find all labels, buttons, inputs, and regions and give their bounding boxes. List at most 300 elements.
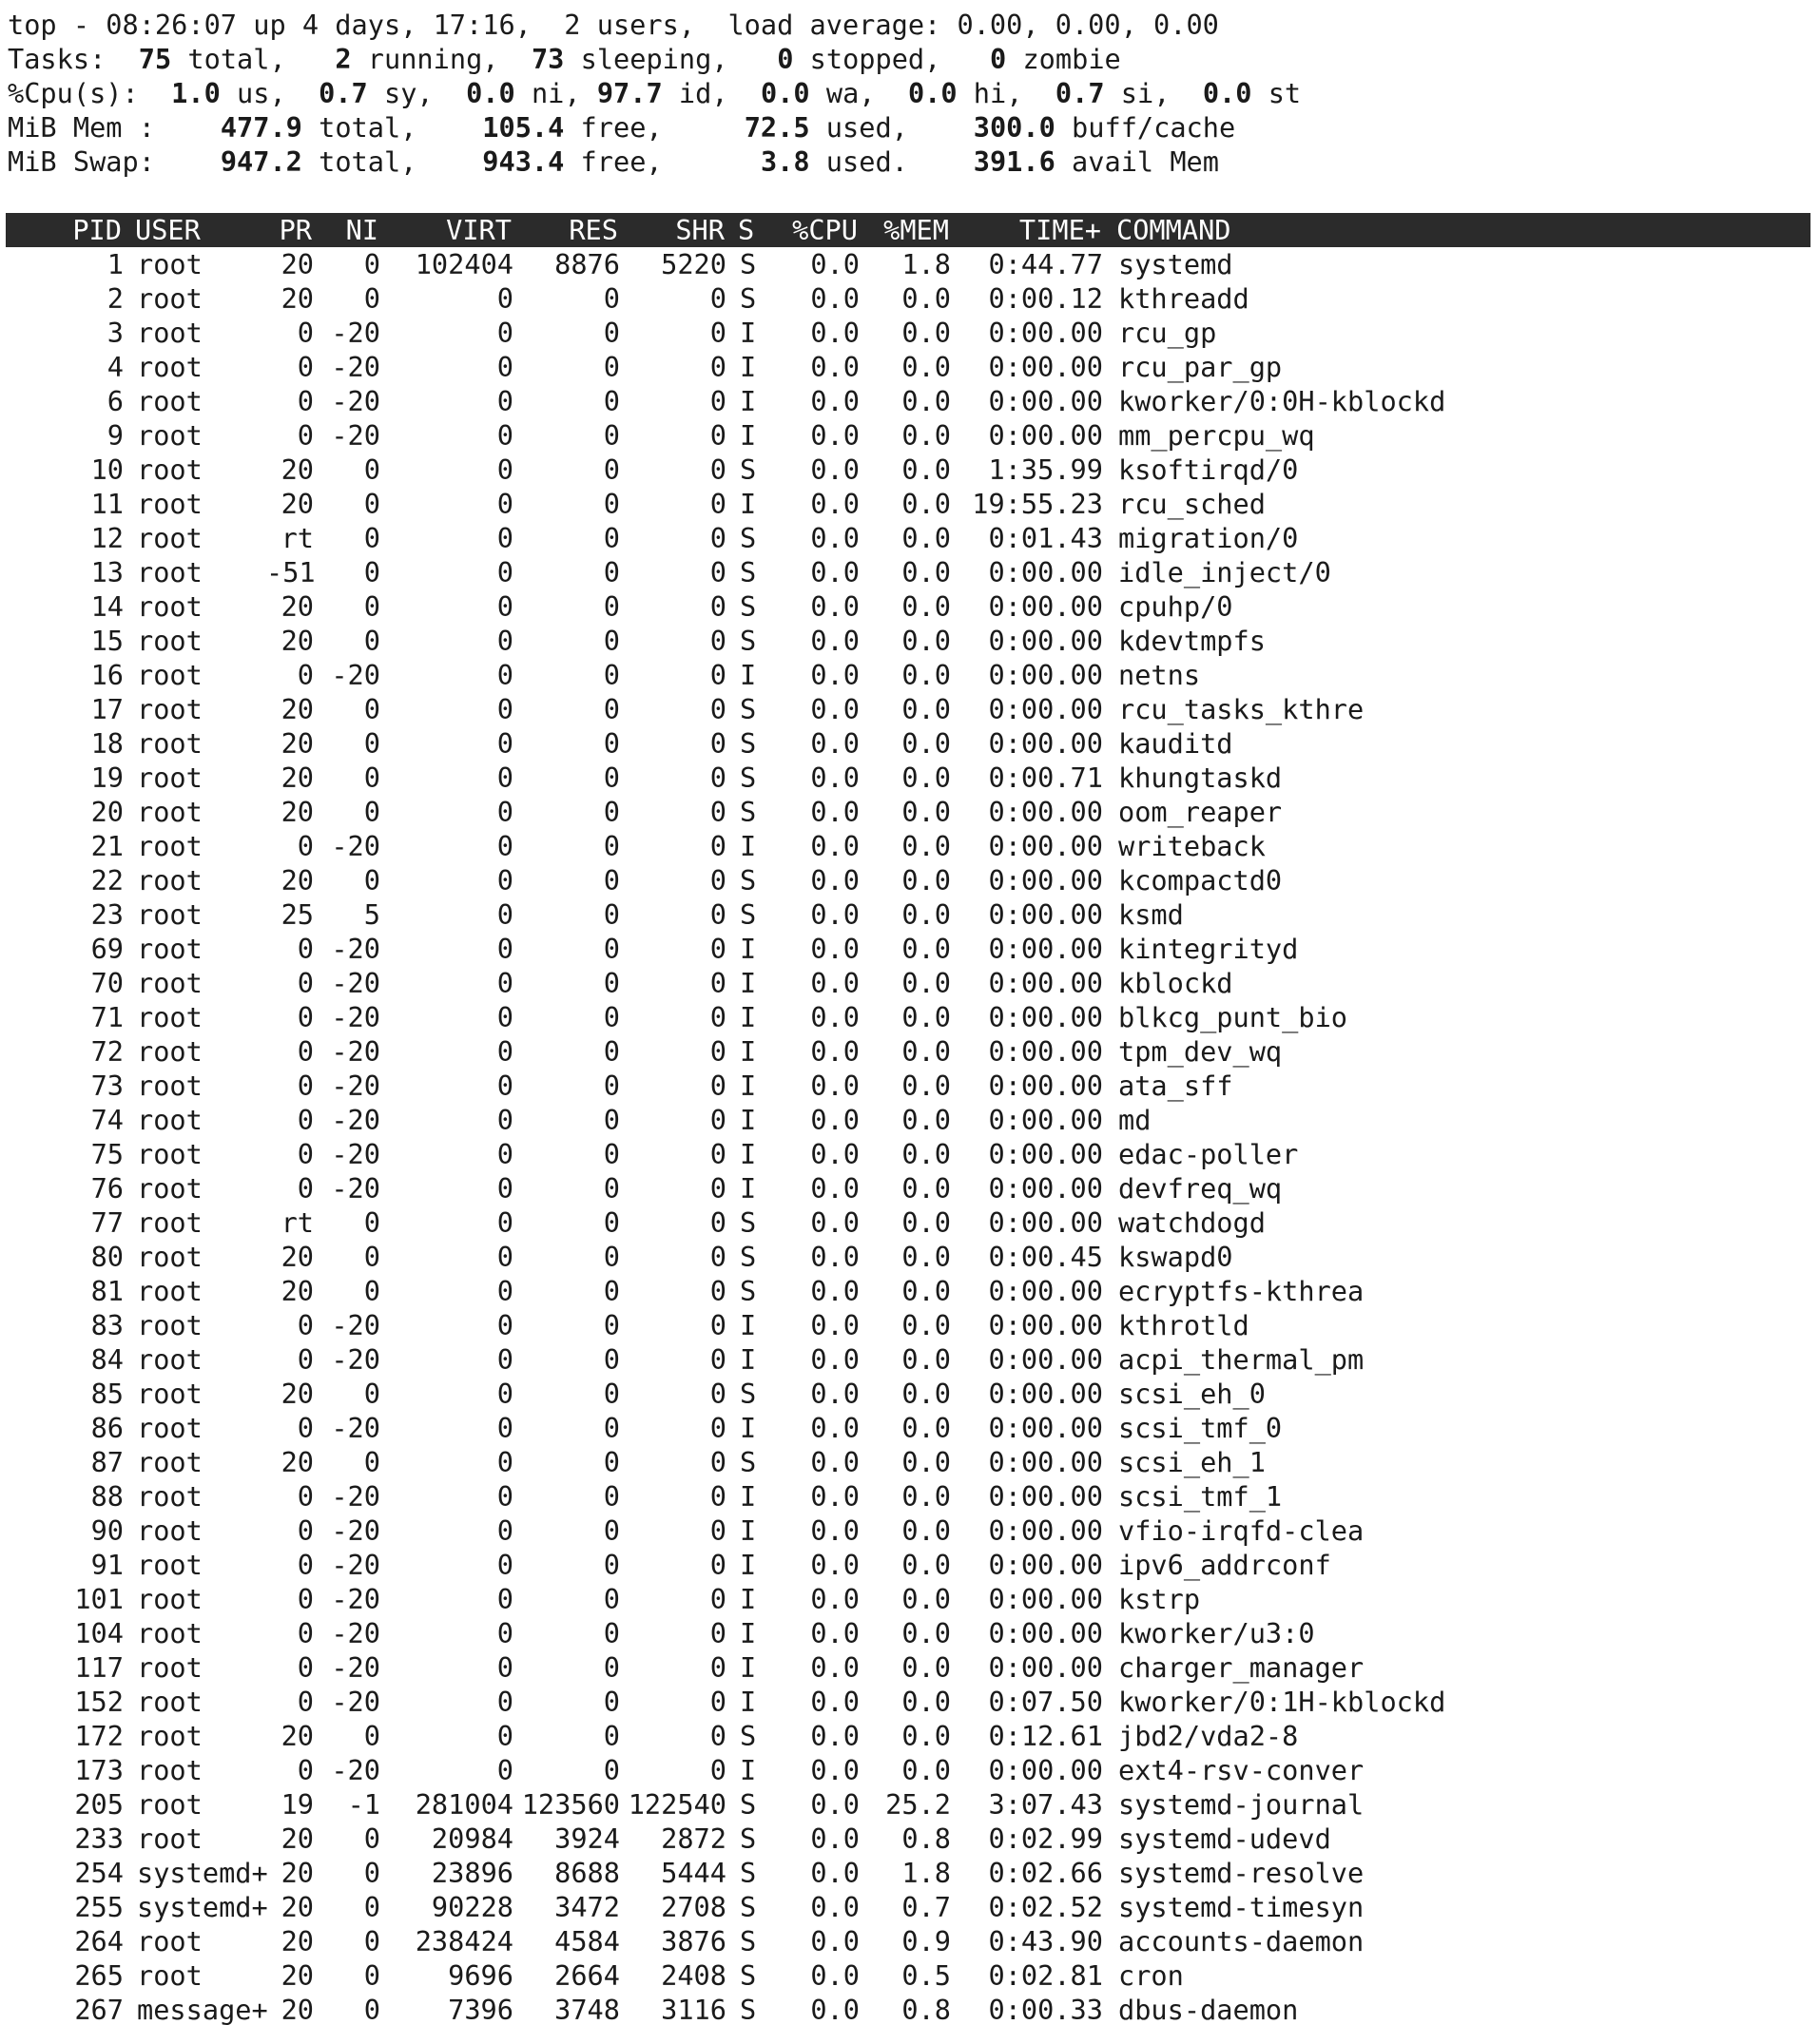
process-row[interactable] (8, 863, 1812, 897)
cell-mem: 0.8 (901, 1822, 951, 1855)
cell-res: 0 (603, 1754, 620, 1786)
process-row[interactable] (8, 1650, 1812, 1685)
process-row[interactable] (8, 1753, 1812, 1787)
cell-ni: -20 (331, 830, 380, 862)
cell-res: 3924 (554, 1822, 620, 1855)
process-row[interactable] (8, 1308, 1812, 1342)
process-row[interactable] (8, 1924, 1812, 1958)
tasks-total: 75 (138, 43, 172, 75)
cell-cpu: 0.0 (810, 1104, 860, 1136)
cell-ni: -1 (347, 1788, 380, 1821)
cell-user: root (137, 1206, 203, 1239)
cell-user: root (137, 625, 203, 657)
cell-user: root (137, 1172, 203, 1205)
process-row[interactable] (8, 1377, 1812, 1411)
cell-command: kworker/0:1H-kblockd (1118, 1686, 1446, 1718)
cell-ni: -20 (331, 1172, 380, 1205)
cell-shr: 0 (709, 1514, 726, 1547)
cell-res: 0 (603, 830, 620, 862)
cell-pr: 20 (281, 796, 314, 828)
cell-pr: 20 (281, 1994, 314, 2026)
cell-ni: 0 (363, 1275, 380, 1307)
cell-res: 0 (603, 453, 620, 486)
cell-command: oom_reaper (1118, 796, 1283, 828)
cell-pr: 20 (281, 282, 314, 315)
process-row[interactable] (8, 1616, 1812, 1650)
cell-pid: 12 (90, 522, 124, 554)
process-row[interactable] (8, 247, 1812, 281)
cell-command: edac-poller (1118, 1138, 1299, 1170)
cpu-label: %Cpu(s): (8, 77, 139, 109)
col-shr[interactable]: SHR (675, 214, 725, 246)
cell-command: systemd (1118, 248, 1233, 280)
cell-res: 0 (603, 1035, 620, 1068)
tasks-label: Tasks: (8, 43, 106, 75)
cell-virt: 0 (496, 1583, 513, 1615)
col-pid[interactable]: PID (72, 214, 122, 246)
cell-time: 19:55.23 (972, 488, 1103, 520)
cell-state: S (740, 1891, 757, 1923)
cell-shr: 2408 (661, 1959, 726, 1992)
cell-time: 0:44.77 (988, 248, 1103, 280)
cell-ni: 0 (363, 625, 380, 657)
process-row[interactable] (8, 1240, 1812, 1274)
cell-state: I (740, 1617, 757, 1649)
tasks-running: 2 (335, 43, 352, 75)
cell-ni: -20 (331, 1583, 380, 1615)
cell-cpu: 0.0 (810, 1309, 860, 1341)
cell-user: root (137, 830, 203, 862)
cell-time: 0:00.00 (988, 1480, 1103, 1513)
cell-state: S (740, 1378, 757, 1410)
process-row[interactable] (8, 1993, 1812, 2027)
cell-state: I (740, 1138, 757, 1170)
process-row[interactable] (8, 726, 1812, 761)
cell-virt: 0 (496, 1686, 513, 1718)
cell-shr: 0 (709, 1549, 726, 1581)
cell-user: root (137, 1651, 203, 1684)
cell-virt: 0 (496, 762, 513, 794)
cell-state: I (740, 1001, 757, 1033)
cell-pid: 11 (90, 488, 124, 520)
col-res[interactable]: RES (569, 214, 618, 246)
cell-res: 0 (603, 1070, 620, 1102)
cell-cpu: 0.0 (810, 1754, 860, 1786)
cell-shr: 5444 (661, 1857, 726, 1889)
process-row[interactable] (8, 1958, 1812, 1993)
cell-user: root (137, 385, 203, 417)
cell-time: 0:12.61 (988, 1720, 1103, 1752)
cell-user: root (137, 248, 203, 280)
cell-ni: 0 (363, 1241, 380, 1273)
col-virt[interactable]: VIRT (446, 214, 512, 246)
cell-ni: -20 (331, 1754, 380, 1786)
cell-res: 0 (603, 762, 620, 794)
cpu-us: 1.0 (171, 77, 221, 109)
cpu-hi: 0.0 (907, 77, 958, 109)
process-row[interactable] (8, 1582, 1812, 1616)
cell-user: root (137, 1241, 203, 1273)
cell-res: 0 (603, 1343, 620, 1376)
cell-shr: 0 (709, 1412, 726, 1444)
process-row[interactable] (8, 1822, 1812, 1856)
process-row[interactable] (8, 281, 1812, 316)
cell-ni: -20 (331, 351, 380, 383)
cell-ni: -20 (331, 1309, 380, 1341)
cell-shr: 2872 (661, 1822, 726, 1855)
cell-user: root (137, 317, 203, 349)
cell-user: root (137, 1309, 203, 1341)
cell-virt: 0 (496, 1206, 513, 1239)
cell-mem: 0.0 (901, 1104, 951, 1136)
cell-pid: 1 (106, 248, 124, 280)
cell-time: 0:00.00 (988, 1104, 1103, 1136)
cell-res: 0 (603, 659, 620, 691)
cell-virt: 0 (496, 830, 513, 862)
cell-virt: 23896 (431, 1857, 513, 1889)
cell-pid: 83 (90, 1309, 124, 1341)
cell-virt: 0 (496, 1651, 513, 1684)
process-row[interactable] (8, 1274, 1812, 1308)
cell-user: root (137, 659, 203, 691)
process-row[interactable] (8, 589, 1812, 624)
cell-command: watchdogd (1118, 1206, 1266, 1239)
process-row[interactable] (8, 1787, 1812, 1822)
cell-time: 0:00.00 (988, 419, 1103, 452)
cell-user: root (137, 1925, 203, 1957)
cell-pr: 0 (297, 1104, 314, 1136)
cell-user: systemd+ (137, 1891, 268, 1923)
process-row[interactable] (8, 1342, 1812, 1377)
cell-state: S (740, 1720, 757, 1752)
cell-user: root (137, 1070, 203, 1102)
cell-command: kworker/u3:0 (1118, 1617, 1315, 1649)
process-row[interactable] (8, 453, 1812, 487)
col-command[interactable]: COMMAND (1116, 214, 1231, 246)
process-row[interactable] (8, 1171, 1812, 1205)
cell-res: 0 (603, 1583, 620, 1615)
process-row[interactable] (8, 1890, 1812, 1924)
col-pr[interactable]: PR (279, 214, 312, 246)
col-mem[interactable]: %MEM (883, 214, 949, 246)
cell-virt: 0 (496, 1343, 513, 1376)
cell-res: 2664 (554, 1959, 620, 1992)
cell-state: S (740, 522, 757, 554)
cell-command: idle_inject/0 (1118, 556, 1331, 588)
cell-shr: 0 (709, 590, 726, 623)
cell-virt: 0 (496, 727, 513, 760)
cell-cpu: 0.0 (810, 317, 860, 349)
cell-state: I (740, 385, 757, 417)
tasks-total-label: total, (187, 43, 286, 75)
cell-res: 3472 (554, 1891, 620, 1923)
cell-shr: 0 (709, 693, 726, 725)
cell-time: 0:01.43 (988, 522, 1103, 554)
cell-res: 0 (603, 1720, 620, 1752)
process-row[interactable] (8, 692, 1812, 726)
cell-cpu: 0.0 (810, 1480, 860, 1513)
col-cpu[interactable]: %CPU (792, 214, 858, 246)
cell-pr: 0 (297, 659, 314, 691)
cell-pr: 0 (297, 1651, 314, 1684)
cell-state: S (740, 625, 757, 657)
cell-command: scsi_tmf_0 (1118, 1412, 1283, 1444)
cell-res: 0 (603, 1001, 620, 1033)
cell-cpu: 0.0 (810, 1001, 860, 1033)
cpu-id: 97.7 (596, 77, 663, 109)
process-row[interactable] (8, 658, 1812, 692)
cell-virt: 0 (496, 556, 513, 588)
cell-user: root (137, 967, 203, 999)
cell-pid: 267 (74, 1994, 124, 2026)
cell-mem: 0.0 (901, 1001, 951, 1033)
cell-pr: 0 (297, 317, 314, 349)
col-ni[interactable]: NI (345, 214, 378, 246)
process-row[interactable] (8, 932, 1812, 966)
cell-ni: -20 (331, 419, 380, 452)
cell-user: root (137, 1001, 203, 1033)
cell-cpu: 0.0 (810, 1378, 860, 1410)
cell-pr: 20 (281, 625, 314, 657)
cell-res: 0 (603, 1241, 620, 1273)
cell-cpu: 0.0 (810, 1857, 860, 1889)
process-row[interactable] (8, 1719, 1812, 1753)
cell-pr: 20 (281, 727, 314, 760)
cell-ni: 0 (363, 1822, 380, 1855)
cell-pid: 72 (90, 1035, 124, 1068)
cell-time: 0:43.90 (988, 1925, 1103, 1957)
cell-ni: -20 (331, 1617, 380, 1649)
cell-ni: -20 (331, 659, 380, 691)
process-row[interactable] (8, 1205, 1812, 1240)
cell-state: S (740, 1822, 757, 1855)
cell-mem: 0.0 (901, 1241, 951, 1273)
process-row[interactable] (8, 1000, 1812, 1034)
cell-command: systemd-journal (1118, 1788, 1365, 1821)
cell-time: 0:02.52 (988, 1891, 1103, 1923)
cell-state: S (740, 1241, 757, 1273)
process-row[interactable] (8, 1479, 1812, 1514)
cell-command: scsi_eh_0 (1118, 1378, 1266, 1410)
terminal-window[interactable] (8, 8, 1812, 2027)
cell-mem: 0.0 (901, 1412, 951, 1444)
cell-pr: 20 (281, 248, 314, 280)
cell-pid: 21 (90, 830, 124, 862)
tasks-stopped: 0 (777, 43, 794, 75)
cell-pr: 0 (297, 1549, 314, 1581)
cell-cpu: 0.0 (810, 1514, 860, 1547)
cell-pr: 0 (297, 1035, 314, 1068)
cell-user: root (137, 1617, 203, 1649)
cell-command: ata_sff (1118, 1070, 1233, 1102)
process-row[interactable] (8, 761, 1812, 795)
cell-time: 0:00.00 (988, 1583, 1103, 1615)
cell-virt: 0 (496, 1549, 513, 1581)
cell-pr: 0 (297, 933, 314, 965)
cell-cpu: 0.0 (810, 1343, 860, 1376)
cell-res: 0 (603, 1206, 620, 1239)
cell-ni: -20 (331, 1651, 380, 1684)
cell-command: md (1118, 1104, 1152, 1136)
col-s[interactable]: S (738, 214, 755, 246)
cell-res: 0 (603, 625, 620, 657)
cell-pid: 80 (90, 1241, 124, 1273)
cell-shr: 0 (709, 385, 726, 417)
tasks-zombie: 0 (990, 43, 1007, 75)
cell-shr: 0 (709, 1446, 726, 1478)
process-row[interactable] (8, 624, 1812, 658)
cell-state: S (740, 1959, 757, 1992)
cell-state: S (740, 1446, 757, 1478)
cell-state: I (740, 1549, 757, 1581)
process-row[interactable] (8, 316, 1812, 350)
cell-cpu: 0.0 (810, 1241, 860, 1273)
process-row[interactable] (8, 1856, 1812, 1890)
process-row[interactable] (8, 1445, 1812, 1479)
spacer (8, 179, 1812, 213)
process-row[interactable] (8, 1069, 1812, 1103)
process-row[interactable] (8, 829, 1812, 863)
cell-user: root (137, 1138, 203, 1170)
cell-cpu: 0.0 (810, 659, 860, 691)
cell-time: 0:00.00 (988, 1172, 1103, 1205)
cell-virt: 0 (496, 488, 513, 520)
cell-shr: 3116 (661, 1994, 726, 2026)
cell-pr: 20 (281, 488, 314, 520)
process-row[interactable] (8, 418, 1812, 453)
cell-virt: 9696 (448, 1959, 513, 1992)
cell-state: S (740, 1857, 757, 1889)
cell-ni: 0 (363, 488, 380, 520)
cell-time: 0:00.00 (988, 830, 1103, 862)
cell-state: S (740, 248, 757, 280)
cell-user: root (137, 1720, 203, 1752)
process-row[interactable] (8, 1137, 1812, 1171)
cell-command: ksoftirqd/0 (1118, 453, 1299, 486)
cell-ni: -20 (331, 1138, 380, 1170)
cell-shr: 0 (709, 1617, 726, 1649)
cell-state: S (740, 693, 757, 725)
cell-command: charger_manager (1118, 1651, 1365, 1684)
cell-virt: 0 (496, 317, 513, 349)
cell-mem: 0.0 (901, 796, 951, 828)
process-row[interactable] (8, 555, 1812, 589)
cell-pr: 0 (297, 1343, 314, 1376)
cell-res: 0 (603, 351, 620, 383)
cell-pr: 0 (297, 1412, 314, 1444)
cell-res: 0 (603, 488, 620, 520)
process-row[interactable] (8, 350, 1812, 384)
cell-ni: 0 (363, 1994, 380, 2026)
cell-shr: 0 (709, 659, 726, 691)
cell-state: S (740, 762, 757, 794)
cell-shr: 0 (709, 1309, 726, 1341)
cell-cpu: 0.0 (810, 967, 860, 999)
col-user[interactable]: USER (135, 214, 201, 246)
cell-state: I (740, 1070, 757, 1102)
process-row[interactable] (8, 487, 1812, 521)
cell-state: S (740, 590, 757, 623)
cell-command: rcu_sched (1118, 488, 1266, 520)
cell-mem: 0.0 (901, 1206, 951, 1239)
cell-command: systemd-timesyn (1118, 1891, 1365, 1923)
cell-state: S (740, 898, 757, 931)
cell-pid: 70 (90, 967, 124, 999)
cell-mem: 0.0 (901, 1549, 951, 1581)
cell-cpu: 0.0 (810, 248, 860, 280)
process-row[interactable] (8, 1514, 1812, 1548)
swap-used: 3.8 (760, 145, 810, 178)
process-row[interactable] (8, 1411, 1812, 1445)
cell-mem: 0.0 (901, 693, 951, 725)
cell-virt: 0 (496, 385, 513, 417)
cell-cpu: 0.0 (810, 1788, 860, 1821)
process-row[interactable] (8, 1548, 1812, 1582)
cell-command: kdevtmpfs (1118, 625, 1266, 657)
cell-mem: 0.0 (901, 727, 951, 760)
process-row[interactable] (8, 521, 1812, 555)
cell-pr: rt (281, 1206, 314, 1239)
process-row[interactable] (8, 1103, 1812, 1137)
process-row[interactable] (8, 384, 1812, 418)
cell-time: 0:00.00 (988, 351, 1103, 383)
cell-pr: 20 (281, 1241, 314, 1273)
cell-ni: 0 (363, 864, 380, 897)
tasks-sleeping-label: sleeping, (580, 43, 728, 75)
cell-cpu: 0.0 (810, 1172, 860, 1205)
cell-pid: 20 (90, 796, 124, 828)
col-time[interactable]: TIME+ (1018, 214, 1101, 246)
cell-ni: -20 (331, 967, 380, 999)
cpu-line: %Cpu(s): 1.0 us, 0.7 sy, 0.0 ni, 97.7 id, 0.0 wa, 0.0 hi, 0.7 si, 0.0 st (8, 77, 1302, 109)
cell-command: scsi_tmf_1 (1118, 1480, 1283, 1513)
cell-pr: 0 (297, 1309, 314, 1341)
process-row[interactable] (8, 1685, 1812, 1719)
cell-shr: 0 (709, 762, 726, 794)
process-row[interactable] (8, 795, 1812, 829)
cell-shr: 0 (709, 1651, 726, 1684)
cell-pr: 0 (297, 967, 314, 999)
process-row[interactable] (8, 966, 1812, 1000)
cell-pr: 0 (297, 1686, 314, 1718)
cell-cpu: 0.0 (810, 1651, 860, 1684)
cell-pid: 172 (74, 1720, 124, 1752)
cell-state: S (740, 1206, 757, 1239)
cell-shr: 0 (709, 1275, 726, 1307)
swap-total: 947.2 (220, 145, 302, 178)
cell-shr: 0 (709, 796, 726, 828)
cell-time: 0:00.12 (988, 282, 1103, 315)
cell-pr: 20 (281, 1275, 314, 1307)
cell-pid: 77 (90, 1206, 124, 1239)
cell-pr: 0 (297, 1514, 314, 1547)
cell-pid: 71 (90, 1001, 124, 1033)
cell-mem: 0.0 (901, 385, 951, 417)
cell-command: rcu_gp (1118, 317, 1217, 349)
process-row[interactable] (8, 1034, 1812, 1069)
cell-ni: -20 (331, 1549, 380, 1581)
cell-pr: 0 (297, 1583, 314, 1615)
cell-pid: 91 (90, 1549, 124, 1581)
cell-pid: 23 (90, 898, 124, 931)
cell-cpu: 0.0 (810, 898, 860, 931)
cell-res: 0 (603, 385, 620, 417)
cell-mem: 0.5 (901, 1959, 951, 1992)
cell-shr: 0 (709, 1206, 726, 1239)
process-row[interactable] (8, 897, 1812, 932)
cell-shr: 122540 (628, 1788, 726, 1821)
cell-user: root (137, 453, 203, 486)
